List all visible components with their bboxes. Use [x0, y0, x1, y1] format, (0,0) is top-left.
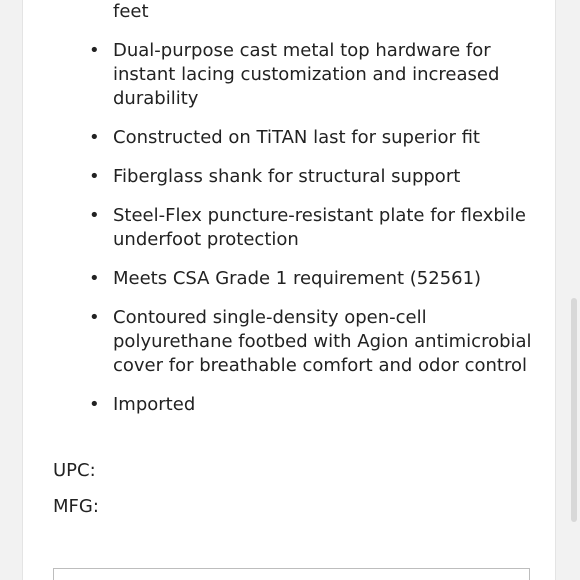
- feature-item: [89, 165, 543, 189]
- feature-text: feet: [113, 1, 149, 22]
- feature-item: [89, 393, 543, 417]
- feature-text: Steel-Flex puncture-resistant plate for flexbile underfoot protection: [113, 205, 526, 250]
- feature-item: [113, 0, 543, 24]
- feature-text: Contoured single-density open-cell polyurethane footbed with Agion antimicrobial cover for breathable comfort and odor control: [113, 307, 532, 376]
- bullet-icon: •: [89, 307, 100, 328]
- feature-text: Dual-purpose cast metal top hardware for instant lacing customization and increased durability: [113, 40, 500, 109]
- product-details-card: [22, 0, 556, 580]
- bottom-input-box[interactable]: [53, 568, 530, 580]
- feature-item: [89, 267, 543, 291]
- feature-text: Imported: [113, 394, 196, 415]
- bullet-icon: •: [89, 205, 100, 226]
- feature-item: [89, 306, 543, 378]
- feature-item: [89, 39, 543, 111]
- feature-text: Constructed on TiTAN last for superior fit: [113, 127, 480, 148]
- bullet-icon: •: [89, 268, 100, 289]
- bullet-icon: •: [89, 394, 100, 415]
- feature-text: Fiberglass shank for structural support: [113, 166, 461, 187]
- upc-label: UPC:: [53, 460, 96, 481]
- feature-item: [89, 204, 543, 252]
- feature-text: Meets CSA Grade 1 requirement (52561): [113, 268, 482, 289]
- feature-item: [89, 126, 543, 150]
- scrollbar-thumb[interactable]: [571, 298, 577, 522]
- bullet-icon: •: [89, 127, 100, 148]
- bullet-icon: •: [89, 40, 100, 61]
- mfg-label: MFG:: [53, 496, 99, 517]
- bullet-icon: •: [89, 166, 100, 187]
